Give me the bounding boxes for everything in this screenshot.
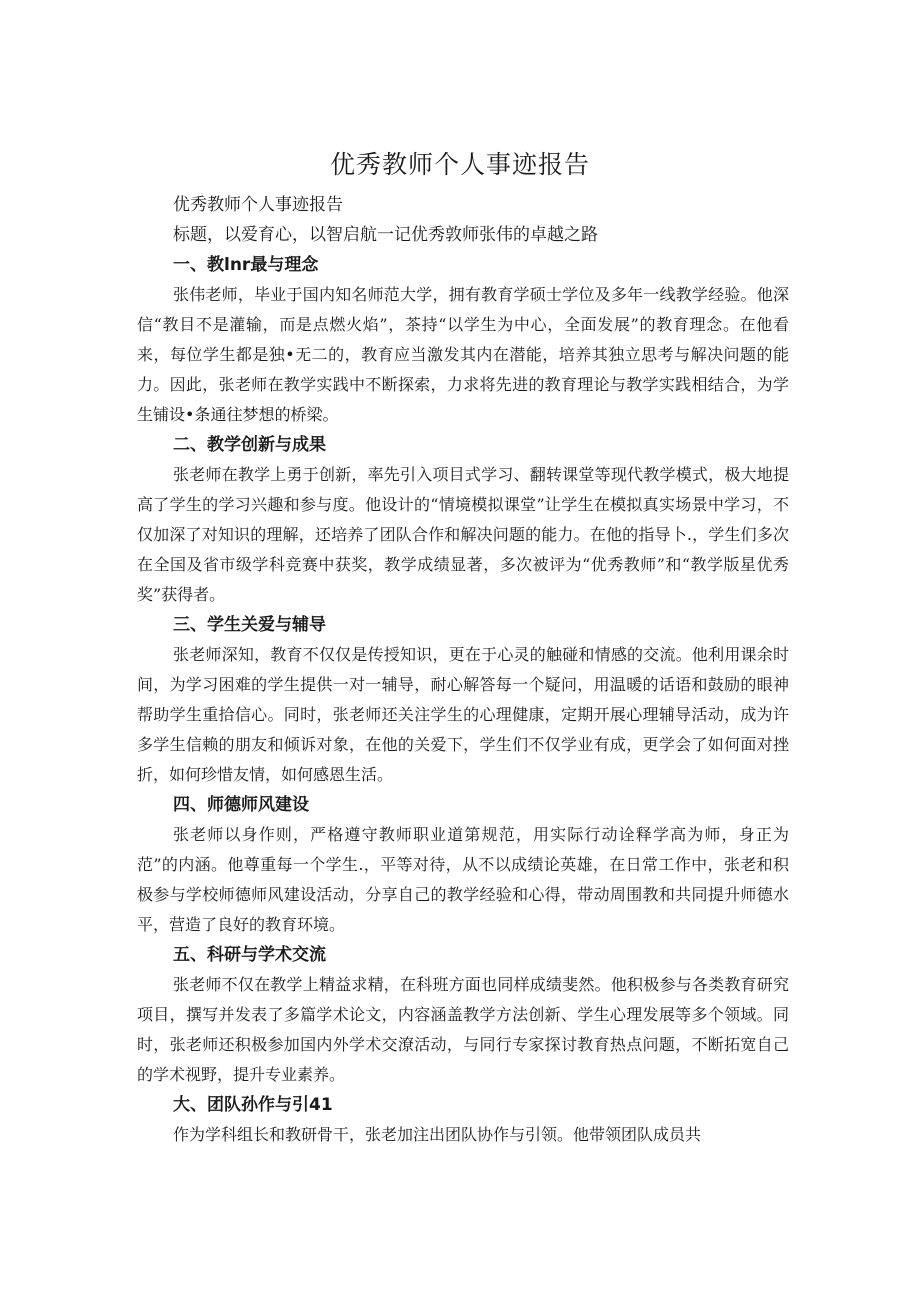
document-body xyxy=(137,190,789,1150)
section-4-paragraph: 张老师以身作则，严格遵守教师职业道第规范，用实际行动诠释学高为师，身正为范”的内涵。他尊重每一个学生.，平等对待，从不以成绩论英雄，在日常工作中，张老和积极参与学校师德师风建设活动，分享自己的教学经验和心得，带动周围教和共同提升师德水平，营造了良好的教育环境。 xyxy=(137,825,789,934)
section-heading-2: 二、教学创新与成果 xyxy=(173,435,326,455)
section-6-paragraph: 作为学科组长和教研骨干，张老加注出团队协作与引领。他带领团队成员共 xyxy=(173,1125,702,1144)
document-title: 优秀教师个人事迹报告 xyxy=(329,149,590,179)
section-heading-4: 四、师德师风建设 xyxy=(173,795,309,815)
section-heading-3: 三、学生关爱与辅导 xyxy=(173,615,326,635)
section-heading-6: 大、团队孙作与引41 xyxy=(173,1095,333,1115)
document-subtitle: 优秀教师个人事迹报告 xyxy=(173,195,343,215)
section-heading-1: 一、教lnr最与理念 xyxy=(173,255,319,275)
section-1-paragraph: 张伟老师，毕业于国内知名师范大学，拥有教育学硕士学位及多年一线教学经验。他深信“教目不是灌输，而是点燃火焰”，茶持“以学生为中心，全面发展”的教育理念。在他看来，每位学生都是独•无二的，教育应当激发其内在潜能，培养其独立思考与解决问题的能力。因此，张老师在教学实践中不断探索，力求将先进的教育理论与教学实践相结合，为学生铺设•条通往梦想的桥梁。 xyxy=(137,285,789,424)
section-2-paragraph: 张老师在教学上勇于创新，率先引入项目式学习、翻转课堂等现代教学模式，极大地提高了学生的学习兴趣和参与度。他设计的“情境模拟课堂”让学生在模拟真实场景中学习，不仅加深了对知识的理解，还培养了团队合作和解决问题的能力。在他的指导卜.，学生们多次在全国及省市级学科竞赛中获奖，教学成绩显著，多次被评为“优秀教师”和“教学版星优秀奖”获得者。 xyxy=(137,465,789,604)
section-heading-5: 五、科研与学术交流 xyxy=(173,945,326,965)
document-headline: 标题，以爱育心，以智启航一记优秀敦师张伟的卓越之路 xyxy=(173,225,598,245)
section-3-paragraph: 张老师深知，教育不仅仅是传授知识，更在于心灵的触碰和情感的交流。他利用课余时间，为学习困难的学生提供一对一辅导，耐心解答每一个疑问，用温暖的话语和鼓励的眼神帮助学生重拾信心。同时，张老师还关注学生的心理健康，定期开展心理辅导活动，成为许多学生信赖的朋友和倾诉对象，在他的关爱下，学生们不仅学业有成，更学会了如何面对挫折，如何珍惜友情，如何感恩生活。 xyxy=(137,645,789,784)
section-5-paragraph: 张老师不仅在教学上精益求精，在科班方面也同样成绩斐然。他积极参与各类教育研究项目，撰写并发表了多篇学术论文，内容涵盖教学方法创新、学生心理发展等多个领域。同时，张老师还积极参加国内外学术交潦活动，与同行专家探讨教育热点问题，不断拓宽自己的学术视野，提升专业素养。 xyxy=(137,975,789,1084)
